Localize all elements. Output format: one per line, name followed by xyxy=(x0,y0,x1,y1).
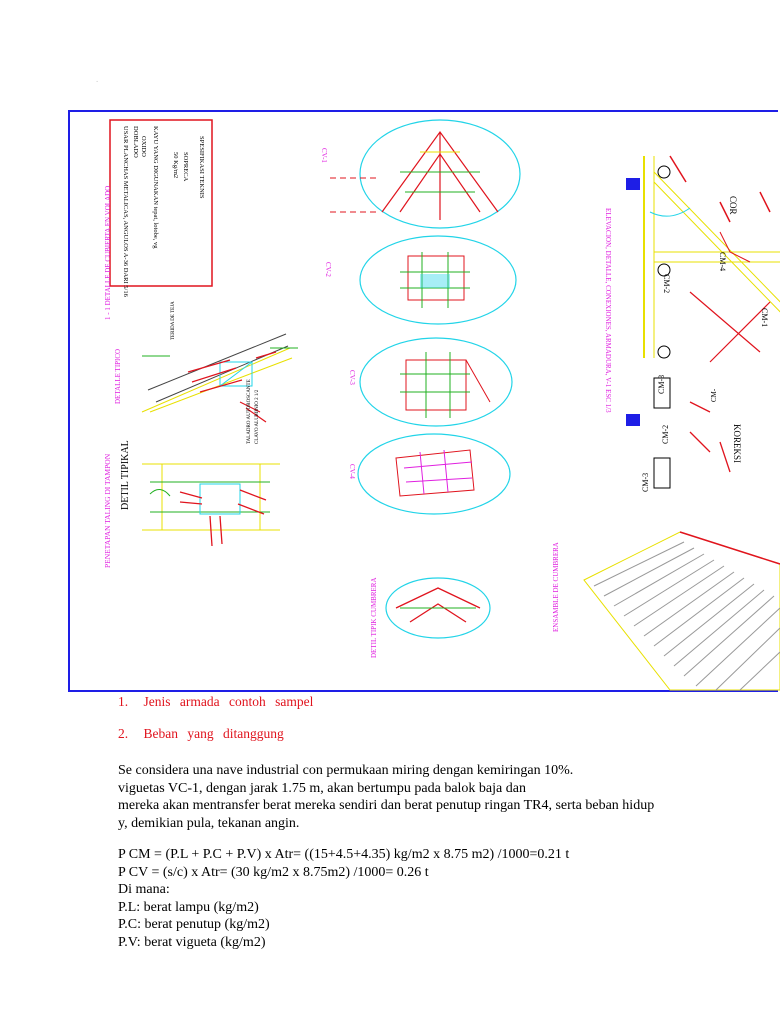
paragraph-line: mereka akan mentransfer berat mereka sendiri dan berat penutup ringan TR4, serta beban hidup xyxy=(118,798,655,813)
spec-line: SPESIFIKASI TEKNIS xyxy=(198,136,205,199)
eaves-subtitle: 1 - 1 DETALLE DE CUBIERTA EN VOLADO xyxy=(104,185,112,320)
list-item-number: 1. xyxy=(118,694,129,709)
formula-line: P CV = (s/c) x Atr= (30 kg/m2 x 8.75m2) /1000= 0.26 t xyxy=(118,864,429,880)
label-cor: COR xyxy=(728,196,738,215)
connection-ellipses xyxy=(330,120,520,638)
member-cm4: CM-4 xyxy=(718,252,727,272)
formula-line: P.V: berat vigueta (kg/m2) xyxy=(118,934,266,950)
label-teja: TERIDA DE TEJA xyxy=(171,301,176,340)
typical-detail-drawing xyxy=(142,464,280,546)
cv-2-label: CV-2 xyxy=(324,262,332,277)
detail-typical-title: DETIL TIPIKAL xyxy=(120,440,131,510)
truss-elevation xyxy=(626,156,780,488)
spec-line: KAYU YANG DIGUNAKAN tepat, lotobe, vg xyxy=(152,126,159,249)
list-item-number: 2. xyxy=(118,726,129,741)
section-title: ELEVACION, DETALLE, CONEXIONES, ARMADURA, V-1 ESC 1/3 xyxy=(604,208,612,413)
spec-line: DOBLADO xyxy=(132,126,139,158)
list-item-text: Beban yang ditanggung xyxy=(143,726,284,741)
cv-4-label: CV-4 xyxy=(348,464,356,479)
roof-assembly-drawing xyxy=(584,532,780,690)
label-koreksi: KOREKSI xyxy=(732,424,742,464)
formula-line: P.L: berat lampu (kg/m2) xyxy=(118,899,259,915)
formula-block xyxy=(118,846,728,951)
spec-line: OXIDO xyxy=(140,136,147,157)
member-cm2-b: CM-2 xyxy=(661,424,670,444)
fixing-title: PENETAPAN TALING DI TAMPON xyxy=(103,453,112,568)
member-cm3-a: CM-3 xyxy=(657,374,666,394)
member-cm3-b: CM-3 xyxy=(641,472,650,492)
list-item-1 xyxy=(118,694,313,710)
member-cm2-a: CM-2 xyxy=(662,274,671,294)
eaves-title: DETALLE TIPICO xyxy=(114,348,122,404)
spec-line: 50 Kg/m2 xyxy=(172,152,179,179)
member-cm1: CM-1 xyxy=(760,308,769,328)
label-clavo: TALADRO AUTOROSCANTE xyxy=(247,379,252,444)
eaves-detail-drawing xyxy=(142,301,298,444)
cv-1-label: CV-1 xyxy=(320,148,328,163)
paragraph-line: y, demikian pula, tekanan angin. xyxy=(118,815,300,831)
cv-3-label: CV-3 xyxy=(348,370,356,385)
paragraph-line: viguetas VC-1, dengan jarak 1.75 m, akan bertumpu pada balok baja dan xyxy=(118,780,526,796)
member-cm-c: CM- xyxy=(710,388,718,402)
description-paragraph xyxy=(118,762,728,832)
list-item-text: Jenis armada contoh sampel xyxy=(143,694,314,709)
roof-assembly-title: ENSAMBLE DE CUMBRERA xyxy=(552,542,560,632)
spec-line: SOPRECA xyxy=(182,152,189,182)
list-item-2 xyxy=(118,726,284,742)
formula-line: P CM = (P.L + P.C + P.V) x Atr= ((15+4.5+4.35) kg/m2 x 8.75 m2) /1000=0.21 t xyxy=(118,847,570,862)
paragraph-line: Se considera una nave industrial con permukaan miring dengan kemiringan 10%. xyxy=(118,763,574,778)
spec-box-text xyxy=(122,126,205,298)
formula-line: P.C: berat penutup (kg/m2) xyxy=(118,917,270,932)
spec-line: USAR PLANCHAS METALICAS, ANGULOS A-36 DARI 5/16 xyxy=(122,126,129,297)
label-clavo2: CLAVO ALUMINIO 2 1/2 xyxy=(255,389,260,444)
ridge-detail-title: DETIL TIPIK CUMBRERA xyxy=(370,577,378,658)
cad-drawing xyxy=(68,110,778,692)
page-mark: . xyxy=(96,74,99,84)
formula-line: Di mana: xyxy=(118,882,170,897)
